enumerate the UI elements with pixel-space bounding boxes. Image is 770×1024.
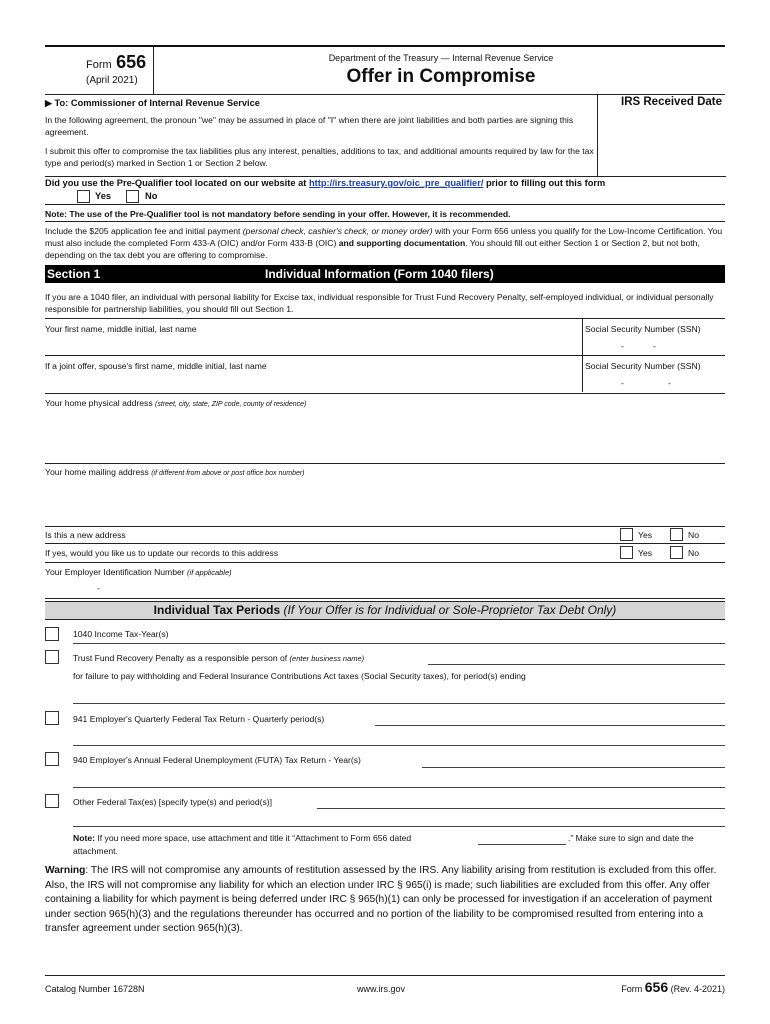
new-address-no-label: No — [688, 530, 699, 540]
intro-paragraph-1: In the following agreement, the pronoun "we" may be assumed in place of "I" when there are joint liabilities and both parties are signing this agreement. — [45, 115, 574, 137]
new-address-yes-checkbox[interactable] — [620, 528, 633, 541]
tfrp-periods-input[interactable] — [73, 703, 725, 704]
intro-paragraph-2: I submit this offer to compromise the tax liabilities plus any interest, penalties, additions to tax, and additional amounts required by law for the tax type and period(s) marked in Section 1 or Section 2 below. — [45, 146, 594, 168]
form-941-periods-input[interactable] — [375, 725, 725, 726]
irs-received-date-label: IRS Received Date — [621, 96, 722, 108]
ssn-label: Social Security Number (SSN) — [585, 324, 701, 334]
prequalifier-no-label: No — [145, 191, 158, 201]
section-1-intro: If you are a 1040 filer, an individual with personal liability for Excise tax, individual responsible for Trust Fund Recovery Penalty, self-employed individual, or individual personally responsible for partnership liabilities, you should fill out Section 1. — [45, 292, 714, 314]
first-name-input[interactable] — [45, 336, 580, 354]
form-940-label: 940 Employer's Annual Federal Unemployment (FUTA) Tax Return - Year(s) — [73, 755, 361, 765]
to-commissioner-line: ▶ To: Commissioner of Internal Revenue Service — [45, 98, 260, 108]
section-1-label: Section 1 — [47, 267, 101, 281]
form-date: (April 2021) — [86, 75, 138, 86]
other-tax-label: Other Federal Tax(es) [specify type(s) and period(s)] — [73, 797, 273, 807]
website: www.irs.gov — [357, 984, 406, 994]
income-tax-label: 1040 Income Tax-Year(s) — [73, 629, 169, 639]
attachment-note: Note: If you need more space, use attachment and title it “Attachment to Form 656 dated — [73, 833, 412, 843]
prequalifier-no-checkbox[interactable] — [126, 190, 139, 203]
attachment-note-cont: attachment. — [73, 846, 118, 856]
income-tax-years-input[interactable] — [73, 643, 725, 644]
ein-label: Your Employer Identification Number (if applicable) — [45, 567, 232, 577]
new-address-no-checkbox[interactable] — [670, 528, 683, 541]
update-records-no-label: No — [688, 548, 699, 558]
home-address-input[interactable] — [45, 410, 725, 462]
mailing-address-input[interactable] — [45, 479, 725, 525]
irs-received-date-box — [597, 94, 726, 177]
form-940-years-input-2[interactable] — [73, 787, 725, 788]
tax-periods-title: Individual Tax Periods — [153, 603, 281, 617]
first-name-label: Your first name, middle initial, last name — [45, 324, 197, 334]
spouse-name-input[interactable] — [45, 373, 580, 391]
form-label — [86, 52, 146, 73]
income-tax-checkbox[interactable] — [45, 627, 59, 641]
catalog-number: Catalog Number 16728N — [45, 984, 145, 994]
prequalifier-yes-label: Yes — [95, 191, 112, 201]
ein-input[interactable]: - — [97, 583, 100, 593]
form-word: Form — [86, 59, 112, 71]
other-tax-input-2[interactable] — [73, 826, 725, 827]
attachment-note-end: .” Make sure to sign and date the — [568, 833, 694, 843]
home-address-label: Your home physical address (street, city, state, ZIP code, county of residence) — [45, 398, 307, 408]
new-address-yes-label: Yes — [638, 530, 653, 540]
section-1-title: Individual Information (Form 1040 filers) — [265, 267, 494, 281]
form-title: Offer in Compromise — [346, 66, 536, 87]
mailing-address-label: Your home mailing address (if different from above or post office box number) — [45, 467, 305, 477]
update-records-yes-checkbox[interactable] — [620, 546, 633, 559]
attachment-date-input[interactable] — [478, 844, 566, 845]
new-address-label: Is this a new address — [45, 530, 126, 540]
prequalifier-yes-checkbox[interactable] — [77, 190, 90, 203]
form-940-years-input[interactable] — [422, 767, 725, 768]
tfrp-continuation: for failure to pay withholding and Federal Insurance Contributions Act taxes (Social Security taxes), for period(s) ending — [73, 671, 526, 681]
form-941-checkbox[interactable] — [45, 711, 59, 725]
tax-periods-subtitle: (If Your Offer is for Individual or Sole-Proprietor Tax Debt Only) — [283, 603, 617, 617]
prequalifier-question: Did you use the Pre-Qualifier tool located on our website at http://irs.treasury.gov/oic_pre_qualifier/ prior to filling out this form — [45, 178, 606, 188]
spouse-name-label: If a joint offer, spouse's first name, middle initial, last name — [45, 361, 267, 371]
spouse-ssn-label: Social Security Number (SSN) — [585, 361, 701, 371]
section-1-header — [45, 265, 725, 283]
fee-paragraph: Include the $205 application fee and initial payment (personal check, cashier's check, or money order) with your Form 656 unless you qualify for the Low-Income Certification. You must also include the completed Form 433-A (OIC) and/or Form 433-B (OIC) and supporting documentation. You should fill out either Section 1 or Section 2, but not both, depending on the tax debt you are offering to compromise. — [45, 226, 723, 260]
update-records-no-checkbox[interactable] — [670, 546, 683, 559]
spouse-ssn-input[interactable]: - - — [621, 378, 671, 388]
form-number: 656 — [116, 52, 147, 72]
form-941-periods-input-2[interactable] — [73, 745, 725, 746]
form-940-checkbox[interactable] — [45, 752, 59, 766]
tax-periods-header — [45, 601, 725, 620]
other-tax-input[interactable] — [317, 808, 725, 809]
prequalifier-link[interactable]: http://irs.treasury.gov/oic_pre_qualifier/ — [308, 178, 484, 188]
footer-form-label: Form 656 (Rev. 4-2021) — [621, 979, 725, 995]
ssn-input[interactable]: - - — [621, 341, 656, 351]
tfrp-business-name-input[interactable] — [428, 664, 725, 665]
tfrp-label: Trust Fund Recovery Penalty as a responsible person of (enter business name) — [73, 653, 365, 663]
form-941-label: 941 Employer's Quarterly Federal Tax Return - Quarterly period(s) — [73, 714, 325, 724]
prequalifier-note: Note: The use of the Pre-Qualifier tool is not mandatory before sending in your offer. However, it is recommended. — [45, 209, 511, 219]
warning-paragraph: Warning: The IRS will not compromise any amounts of restitution assessed by the IRS. Any liability arising from restitution is excluded from this offer. Also, the IRS will not compromise any liability for which an election under IRC § 965(i) is made; such liabilities are excluded from this offer. Any offer containing a liability for which payment is being deferred under IRC § 965(h)(1) can only be processed for investigation if an acceleration of payment under section 965(h)(3) and the regulations thereunder has occurred and no portion of the liability to be compromised resulted from entering into a transfer agreement under section 965(h)(3). — [45, 865, 717, 934]
other-tax-checkbox[interactable] — [45, 794, 59, 808]
department-label: Department of the Treasury — Internal Revenue Service — [328, 53, 554, 63]
tfrp-checkbox[interactable] — [45, 650, 59, 664]
update-records-yes-label: Yes — [638, 548, 653, 558]
arrow-right-icon: ▶ — [45, 98, 52, 108]
update-records-label: If yes, would you like us to update our records to this address — [45, 548, 279, 558]
